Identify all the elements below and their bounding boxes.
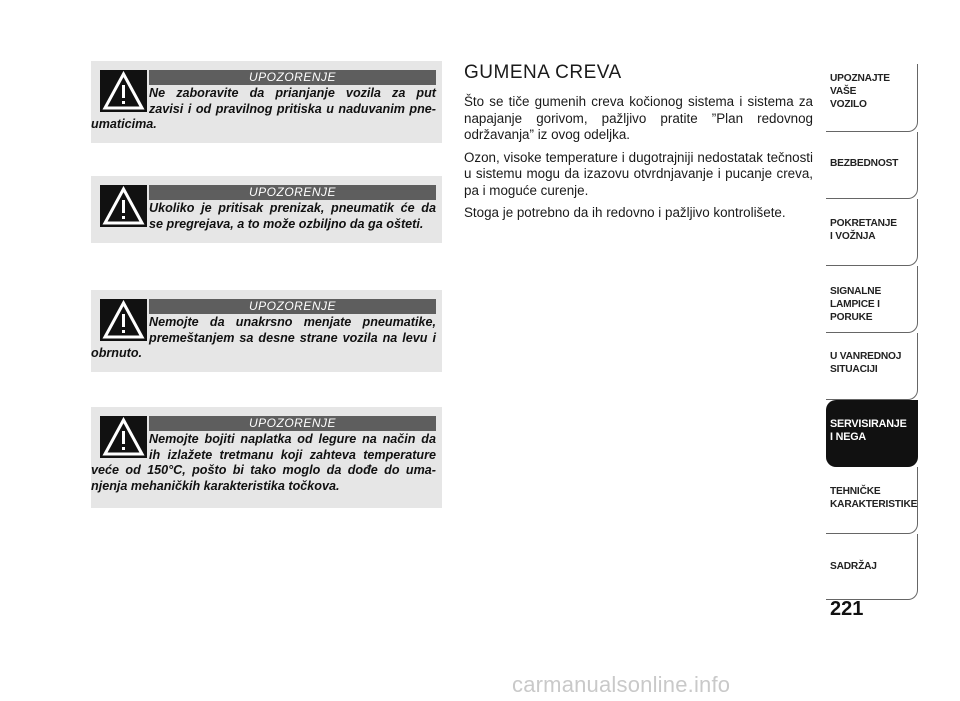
warning-text: Nemojte bojiti naplatka od legure na način da ih izlažete tretmanu koji zahteva temperature veće od 150°C, pošto bi tako moglo da dođe do uma- njenja mehaničkih karakteristika točkova. — [91, 432, 436, 493]
nav-tab-bezbednost[interactable]: BEZBEDNOST — [826, 132, 918, 199]
warning-box-1 — [91, 61, 442, 143]
nav-tab-sadrzaj[interactable]: SADRŽAJ — [826, 534, 918, 600]
warning-text: Ukoliko je pritisak prenizak, pneumatik će da se pregrejava, a to može ozbiljno da ga ošteti. — [149, 201, 436, 231]
nav-tab-vanrednoj[interactable]: U VANREDNOJ SITUACIJI — [826, 333, 918, 400]
article-paragraph: Što se tiče gumenih creva kočionog sistema i sistema za napajanje gorivom, pažljivo pratite ”Plan redovnog održavanja” iz ovog odeljka. — [464, 94, 813, 142]
warning-header: UPOZORENJE — [149, 70, 436, 85]
warning-box-2 — [91, 176, 442, 243]
article-paragraph: Ozon, visoke temperature i dugotrajniji nedostatak tečnosti u sistemu mogu da izazovu otvrdnjavanje i pucanje creva, pa i moguće curenje. — [464, 149, 813, 198]
nav-tab-upoznajte[interactable]: UPOZNAJTE VAŠE VOZILO — [826, 64, 918, 132]
warning-header: UPOZORENJE — [149, 185, 436, 200]
nav-tab-signalne[interactable]: SIGNALNE LAMPICE I PORUKE — [826, 266, 918, 333]
warning-text: Nemojte da unakrsno menjate pneumatike, premeštanjem sa desne strane vozila na levu i obrnuto. — [91, 315, 436, 360]
warning-box-3 — [91, 290, 442, 372]
warning-header: UPOZORENJE — [149, 416, 436, 431]
warning-box-4 — [91, 407, 442, 508]
article-title: GUMENA CREVA — [464, 62, 622, 83]
nav-tab-pokretanje[interactable]: POKRETANJE I VOŽNJA — [826, 199, 918, 266]
page-number: 221 — [830, 598, 864, 620]
article-paragraph: Stoga je potrebno da ih redovno i pažljivo kontrolišete. — [464, 205, 786, 220]
article — [464, 62, 813, 228]
warning-header: UPOZORENJE — [149, 299, 436, 314]
warning-text: Ne zaboravite da prianjanje vozila za put zavisi i od pravilnog pritiska u naduvanim pne- umaticima. — [91, 86, 436, 131]
watermark: carmanualsonline.info — [512, 672, 731, 697]
nav-tab-tehnicke[interactable]: TEHNIČKE KARAKTERISTIKE — [826, 467, 918, 534]
nav-tab-servisiranje[interactable]: SERVISIRANJE I NEGA — [826, 400, 918, 467]
